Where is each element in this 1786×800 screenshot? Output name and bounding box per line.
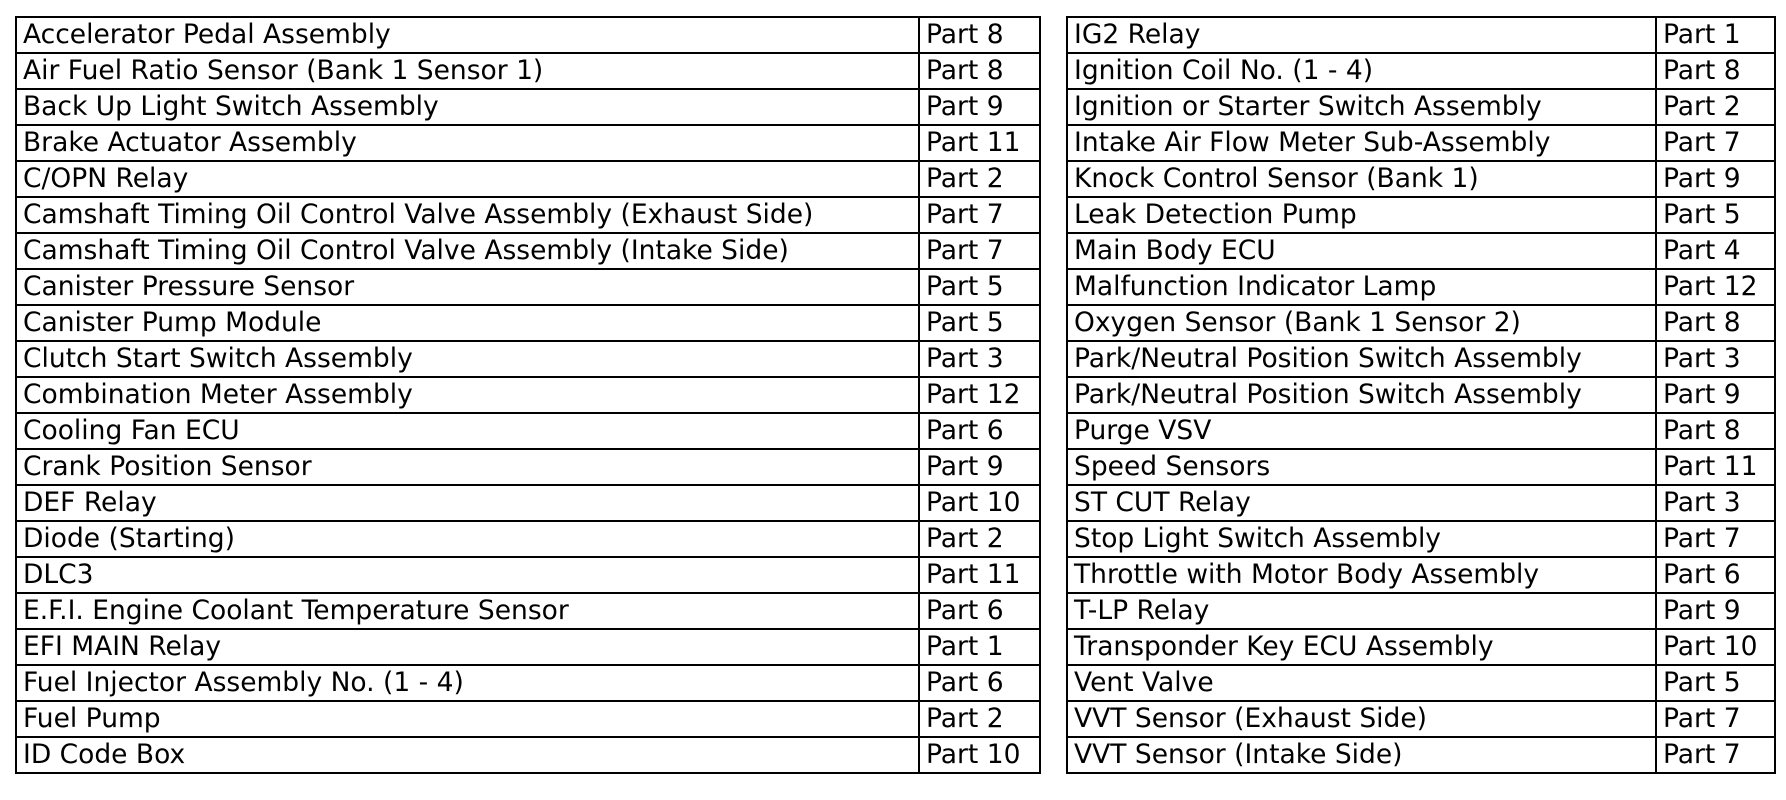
part-reference-cell: Part 6 [1656, 557, 1775, 593]
component-name-cell: Canister Pump Module [16, 305, 919, 341]
part-reference-cell: Part 11 [1656, 449, 1775, 485]
component-name-cell: Stop Light Switch Assembly [1067, 521, 1656, 557]
part-reference-cell: Part 10 [919, 485, 1040, 521]
part-reference-cell: Part 9 [1656, 593, 1775, 629]
part-reference-cell: Part 5 [1656, 197, 1775, 233]
part-reference-cell: Part 3 [1656, 485, 1775, 521]
component-name-cell: Fuel Injector Assembly No. (1 - 4) [16, 665, 919, 701]
part-reference-cell: Part 5 [919, 305, 1040, 341]
part-reference-cell: Part 8 [1656, 305, 1775, 341]
part-reference-cell: Part 11 [919, 557, 1040, 593]
component-name-cell: ID Code Box [16, 737, 919, 773]
left-table-body [16, 17, 1040, 773]
component-name-cell: Vent Valve [1067, 665, 1656, 701]
component-name-cell: IG2 Relay [1067, 17, 1656, 53]
component-name-cell: Camshaft Timing Oil Control Valve Assembly (Intake Side) [16, 233, 919, 269]
part-reference-cell: Part 9 [1656, 161, 1775, 197]
table-row [16, 269, 1040, 305]
table-row [1067, 233, 1775, 269]
part-reference-cell: Part 8 [1656, 53, 1775, 89]
table-row [1067, 161, 1775, 197]
part-reference-cell: Part 8 [919, 53, 1040, 89]
table-row [1067, 17, 1775, 53]
part-reference-cell: Part 8 [1656, 413, 1775, 449]
component-name-cell: E.F.I. Engine Coolant Temperature Sensor [16, 593, 919, 629]
component-name-cell: Malfunction Indicator Lamp [1067, 269, 1656, 305]
component-name-cell: VVT Sensor (Intake Side) [1067, 737, 1656, 773]
table-row [16, 53, 1040, 89]
table-row [16, 125, 1040, 161]
table-row [16, 305, 1040, 341]
component-name-cell: ST CUT Relay [1067, 485, 1656, 521]
part-reference-cell: Part 5 [1656, 665, 1775, 701]
part-reference-cell: Part 5 [919, 269, 1040, 305]
part-reference-cell: Part 7 [1656, 701, 1775, 737]
table-row [1067, 665, 1775, 701]
table-row [16, 449, 1040, 485]
component-name-cell: Park/Neutral Position Switch Assembly [1067, 341, 1656, 377]
part-reference-cell: Part 6 [919, 665, 1040, 701]
component-name-cell: Brake Actuator Assembly [16, 125, 919, 161]
table-row [1067, 413, 1775, 449]
component-name-cell: Crank Position Sensor [16, 449, 919, 485]
component-name-cell: Fuel Pump [16, 701, 919, 737]
table-row [16, 197, 1040, 233]
component-name-cell: Intake Air Flow Meter Sub-Assembly [1067, 125, 1656, 161]
component-name-cell: Combination Meter Assembly [16, 377, 919, 413]
component-name-cell: T-LP Relay [1067, 593, 1656, 629]
table-row [16, 377, 1040, 413]
table-row [16, 485, 1040, 521]
table-row [16, 629, 1040, 665]
table-row [16, 665, 1040, 701]
part-reference-cell: Part 7 [1656, 125, 1775, 161]
component-name-cell: C/OPN Relay [16, 161, 919, 197]
table-row [16, 17, 1040, 53]
component-name-cell: Park/Neutral Position Switch Assembly [1067, 377, 1656, 413]
table-row [16, 593, 1040, 629]
component-name-cell: EFI MAIN Relay [16, 629, 919, 665]
table-row [16, 521, 1040, 557]
table-row [16, 557, 1040, 593]
component-name-cell: VVT Sensor (Exhaust Side) [1067, 701, 1656, 737]
table-row [1067, 341, 1775, 377]
component-name-cell: Throttle with Motor Body Assembly [1067, 557, 1656, 593]
table-row [16, 701, 1040, 737]
part-reference-cell: Part 3 [1656, 341, 1775, 377]
component-name-cell: Canister Pressure Sensor [16, 269, 919, 305]
part-reference-cell: Part 11 [919, 125, 1040, 161]
table-row [16, 233, 1040, 269]
component-name-cell: Diode (Starting) [16, 521, 919, 557]
part-reference-cell: Part 6 [919, 413, 1040, 449]
part-reference-cell: Part 3 [919, 341, 1040, 377]
part-reference-cell: Part 1 [1656, 17, 1775, 53]
component-name-cell: Cooling Fan ECU [16, 413, 919, 449]
table-row [1067, 557, 1775, 593]
part-reference-cell: Part 9 [919, 449, 1040, 485]
table-row [1067, 701, 1775, 737]
part-reference-cell: Part 8 [919, 17, 1040, 53]
table-row [1067, 521, 1775, 557]
table-row [1067, 53, 1775, 89]
part-reference-cell: Part 2 [919, 521, 1040, 557]
part-reference-cell: Part 2 [919, 701, 1040, 737]
component-name-cell: Knock Control Sensor (Bank 1) [1067, 161, 1656, 197]
component-name-cell: Clutch Start Switch Assembly [16, 341, 919, 377]
part-reference-cell: Part 7 [1656, 521, 1775, 557]
part-reference-cell: Part 9 [1656, 377, 1775, 413]
component-name-cell: Accelerator Pedal Assembly [16, 17, 919, 53]
component-name-cell: Speed Sensors [1067, 449, 1656, 485]
part-reference-cell: Part 7 [1656, 737, 1775, 773]
component-name-cell: Camshaft Timing Oil Control Valve Assembly (Exhaust Side) [16, 197, 919, 233]
component-name-cell: Purge VSV [1067, 413, 1656, 449]
table-row [16, 161, 1040, 197]
table-row [1067, 737, 1775, 773]
part-reference-cell: Part 4 [1656, 233, 1775, 269]
component-name-cell: Back Up Light Switch Assembly [16, 89, 919, 125]
table-row [1067, 125, 1775, 161]
table-row [1067, 269, 1775, 305]
part-reference-cell: Part 12 [1656, 269, 1775, 305]
part-reference-cell: Part 7 [919, 233, 1040, 269]
table-row [1067, 485, 1775, 521]
table-row [1067, 89, 1775, 125]
component-name-cell: Air Fuel Ratio Sensor (Bank 1 Sensor 1) [16, 53, 919, 89]
part-reference-cell: Part 9 [919, 89, 1040, 125]
part-reference-cell: Part 2 [1656, 89, 1775, 125]
part-reference-cell: Part 1 [919, 629, 1040, 665]
component-name-cell: Ignition or Starter Switch Assembly [1067, 89, 1656, 125]
part-reference-cell: Part 7 [919, 197, 1040, 233]
table-row [16, 89, 1040, 125]
table-row [16, 737, 1040, 773]
table-row [1067, 449, 1775, 485]
table-row [1067, 305, 1775, 341]
part-reference-cell: Part 2 [919, 161, 1040, 197]
part-reference-cell: Part 6 [919, 593, 1040, 629]
left-component-table [15, 16, 1041, 774]
component-name-cell: Main Body ECU [1067, 233, 1656, 269]
table-row [16, 341, 1040, 377]
component-name-cell: DLC3 [16, 557, 919, 593]
component-name-cell: Leak Detection Pump [1067, 197, 1656, 233]
table-row [1067, 593, 1775, 629]
table-row [16, 413, 1040, 449]
part-reference-cell: Part 10 [919, 737, 1040, 773]
part-reference-cell: Part 10 [1656, 629, 1775, 665]
table-row [1067, 629, 1775, 665]
right-component-table [1066, 16, 1776, 774]
right-table-body [1067, 17, 1775, 773]
component-name-cell: DEF Relay [16, 485, 919, 521]
table-row [1067, 197, 1775, 233]
component-name-cell: Oxygen Sensor (Bank 1 Sensor 2) [1067, 305, 1656, 341]
table-row [1067, 377, 1775, 413]
part-reference-cell: Part 12 [919, 377, 1040, 413]
component-name-cell: Ignition Coil No. (1 - 4) [1067, 53, 1656, 89]
component-name-cell: Transponder Key ECU Assembly [1067, 629, 1656, 665]
